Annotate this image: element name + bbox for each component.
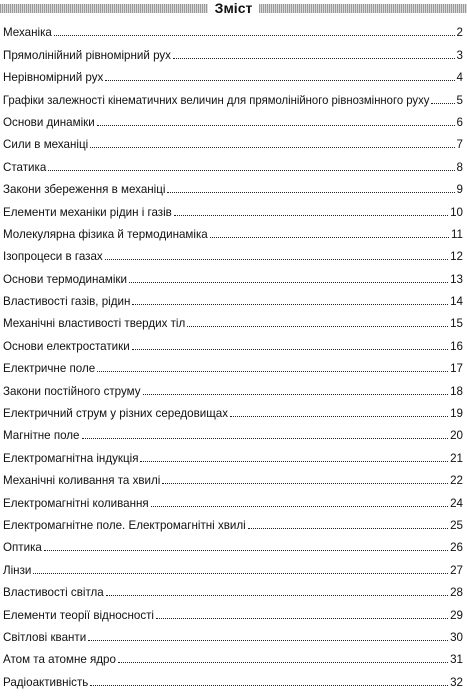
toc-entry-page-number: 12 <box>450 250 463 264</box>
toc-entry-page-number: 2 <box>456 26 463 40</box>
toc-entry-page-number: 11 <box>450 227 463 241</box>
toc-entry-page-number: 22 <box>450 474 463 488</box>
toc-entry-page-number: 30 <box>450 630 463 644</box>
toc-entry[interactable] <box>0 398 467 420</box>
toc-leader-dots <box>118 662 448 663</box>
toc-leader-dots <box>156 618 448 619</box>
toc-entry-page-number: 15 <box>450 317 463 331</box>
toc-leader-dots <box>44 550 448 551</box>
toc-entry-title: Основи електростатики <box>3 339 130 353</box>
toc-leader-dots <box>173 58 455 59</box>
toc-leader-dots <box>105 259 448 260</box>
toc-entry-page-number: 3 <box>456 48 463 62</box>
toc-entry-title: Електромагнітне поле. Електромагнітні хвилі <box>3 518 246 532</box>
toc-entry-page-number: 4 <box>456 71 463 85</box>
toc-entry-title: Ізопроцеси в газах <box>3 250 103 264</box>
toc-leader-dots <box>105 80 454 81</box>
toc-entry-title: Прямолінійний рівномірний рух <box>3 48 171 62</box>
toc-leader-dots <box>230 416 448 417</box>
toc-entry-title: Статика <box>3 160 47 174</box>
page-title: Зміст <box>214 0 253 16</box>
toc-entry[interactable] <box>0 420 467 442</box>
toc-entry-page-number: 20 <box>450 429 463 443</box>
toc-entry-page-number: 17 <box>450 362 463 376</box>
toc-entry-title: Оптика <box>3 541 42 555</box>
toc-entry-title: Нерівномірний рух <box>3 71 104 85</box>
toc-entry-page-number: 9 <box>456 183 463 197</box>
toc-entry[interactable] <box>0 84 467 106</box>
toc-entry-page-number: 27 <box>450 563 463 577</box>
toc-entry-title: Лінзи <box>3 563 32 577</box>
toc-entry-page-number: 16 <box>450 339 463 353</box>
toc-leader-dots <box>187 326 448 327</box>
toc-entry-title: Механіка <box>3 26 52 40</box>
toc-leader-dots <box>90 147 454 148</box>
toc-entry-title: Механічні коливання та хвилі <box>3 474 161 488</box>
toc-entry-title: Властивості газів, рідин <box>3 295 131 309</box>
toc-entry[interactable] <box>0 442 467 464</box>
toc-entry[interactable] <box>0 219 467 241</box>
toc-entry[interactable] <box>0 622 467 644</box>
toc-entry-page-number: 13 <box>450 272 463 286</box>
toc-leader-dots <box>129 282 448 283</box>
toc-entry-page-number: 19 <box>450 407 463 421</box>
toc-entry[interactable] <box>0 487 467 509</box>
toc-entry-page-number: 18 <box>450 384 463 398</box>
toc-leader-dots <box>174 215 448 216</box>
toc-entry[interactable] <box>0 174 467 196</box>
toc-entry[interactable] <box>0 644 467 666</box>
toc-leader-dots <box>97 125 455 126</box>
toc-entry[interactable] <box>0 263 467 285</box>
toc-entry[interactable] <box>0 353 467 375</box>
toc-entry-title: Електромагнітна індукція <box>3 451 139 465</box>
toc-entry-title: Закони збереження в механіці <box>3 183 166 197</box>
toc-leader-dots <box>140 461 448 462</box>
toc-entry[interactable] <box>0 599 467 621</box>
toc-entry-page-number: 6 <box>456 115 463 129</box>
toc-entry-title: Основи термодинаміки <box>3 272 127 286</box>
toc-entry[interactable] <box>0 241 467 263</box>
toc-leader-dots <box>162 483 448 484</box>
toc-entry-title: Електричний струм у різних середовищах <box>3 407 229 421</box>
toc-entry-page-number: 21 <box>450 451 463 465</box>
toc-entry-title: Закони постійного струму <box>3 384 141 398</box>
toc-entry[interactable] <box>0 465 467 487</box>
toc-entry-title: Елементи теорії відносності <box>3 608 154 622</box>
toc-entry-page-number: 8 <box>456 160 463 174</box>
toc-leader-dots <box>210 237 449 238</box>
toc-entry[interactable] <box>0 17 467 39</box>
toc-entry[interactable] <box>0 308 467 330</box>
toc-entry-page-number: 25 <box>450 518 463 532</box>
toc-entry[interactable] <box>0 666 467 688</box>
header-decor-right <box>259 4 467 13</box>
toc-header <box>0 0 467 16</box>
toc-leader-dots <box>431 103 454 104</box>
header-decor-left <box>0 4 208 13</box>
toc-entry-page-number: 26 <box>450 541 463 555</box>
toc-entry[interactable] <box>0 107 467 129</box>
toc-leader-dots <box>151 506 448 507</box>
toc-leader-dots <box>132 349 448 350</box>
toc-entry[interactable] <box>0 510 467 532</box>
toc-leader-dots <box>248 528 448 529</box>
toc-entry[interactable] <box>0 577 467 599</box>
toc-entry[interactable] <box>0 151 467 173</box>
toc-entry[interactable] <box>0 129 467 151</box>
toc-entry-page-number: 31 <box>450 653 463 667</box>
toc-entry-title: Молекулярна фізика й термодинаміка <box>3 227 208 241</box>
toc-entry-title: Властивості світла <box>3 586 104 600</box>
table-of-contents <box>0 17 467 689</box>
toc-entry-title: Елементи механіки рідин і газів <box>3 205 172 219</box>
toc-entry[interactable] <box>0 554 467 576</box>
toc-leader-dots <box>167 192 454 193</box>
toc-entry-title: Радіоактивність <box>3 675 89 689</box>
toc-entry[interactable] <box>0 330 467 352</box>
toc-entry-title: Графіки залежності кінематичних величин для прямолінійного рівнозмінного руху <box>2 93 430 107</box>
toc-entry-title: Основи динаміки <box>3 115 95 129</box>
toc-entry-page-number: 14 <box>450 295 463 309</box>
toc-entry[interactable] <box>0 286 467 308</box>
toc-entry[interactable] <box>0 196 467 218</box>
toc-entry-page-number: 32 <box>450 675 463 689</box>
toc-entry-page-number: 28 <box>450 586 463 600</box>
toc-entry-page-number: 5 <box>456 93 463 107</box>
toc-leader-dots <box>82 438 449 439</box>
toc-entry-page-number: 29 <box>450 608 463 622</box>
toc-entry[interactable] <box>0 532 467 554</box>
toc-entry-title: Магнітне поле <box>3 429 80 443</box>
toc-entry[interactable] <box>0 39 467 61</box>
toc-entry-title: Сили в механіці <box>3 138 89 152</box>
toc-entry-title: Електричне поле <box>3 362 96 376</box>
toc-entry-title: Електромагнітні коливання <box>3 496 149 510</box>
toc-leader-dots <box>48 170 454 171</box>
toc-entry[interactable] <box>0 62 467 84</box>
toc-leader-dots <box>33 573 448 574</box>
toc-entry-page-number: 7 <box>456 138 463 152</box>
toc-entry-page-number: 24 <box>450 496 463 510</box>
toc-entry-title: Механічні властивості твердих тіл <box>3 317 186 331</box>
toc-leader-dots <box>97 371 448 372</box>
toc-entry[interactable] <box>0 375 467 397</box>
toc-leader-dots <box>132 304 448 305</box>
toc-entry-title: Атом та атомне ядро <box>3 653 116 667</box>
toc-leader-dots <box>54 35 455 36</box>
toc-leader-dots <box>143 394 449 395</box>
toc-entry-page-number: 10 <box>450 205 463 219</box>
toc-leader-dots <box>106 595 448 596</box>
toc-leader-dots <box>88 640 448 641</box>
toc-leader-dots <box>90 685 448 686</box>
toc-entry-title: Світлові кванти <box>3 630 87 644</box>
